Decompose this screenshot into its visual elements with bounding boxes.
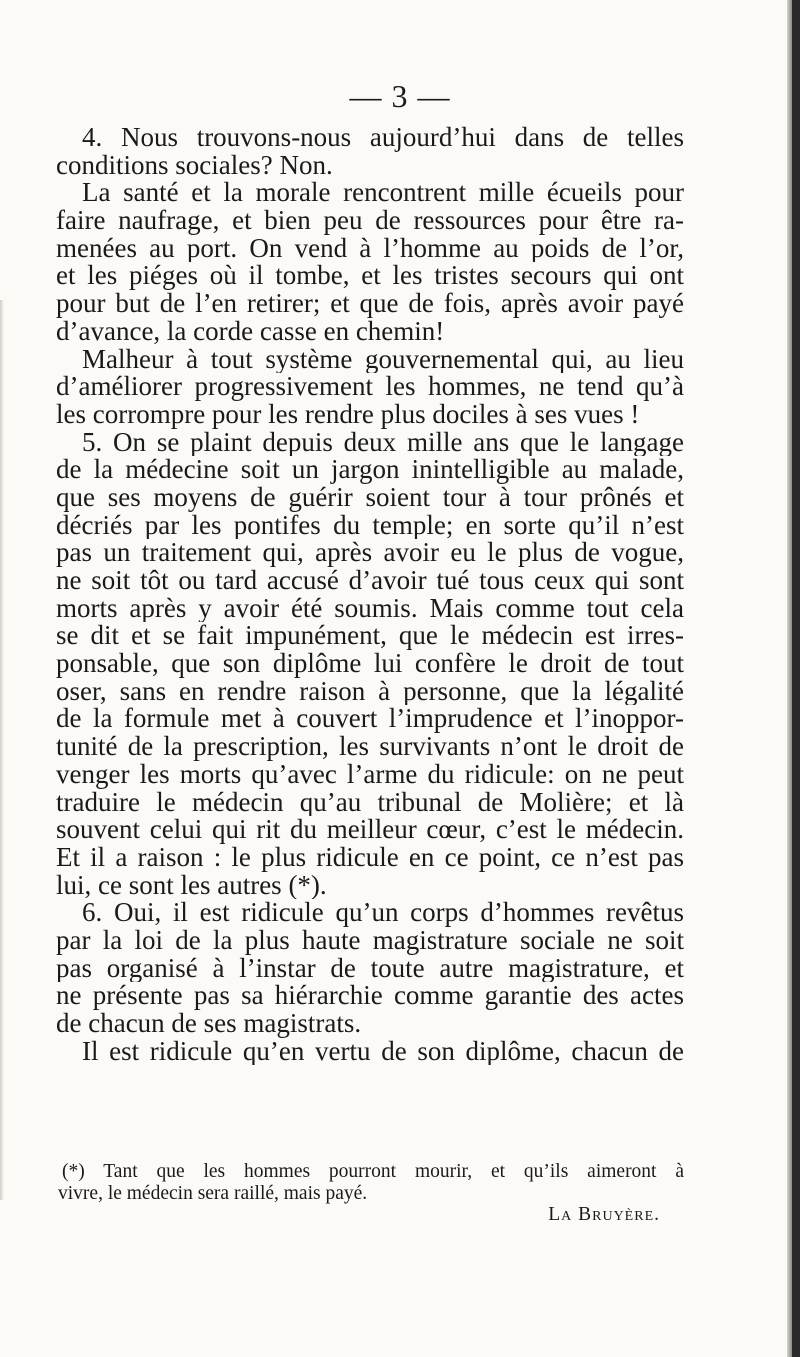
text-line: décriés par les pontifes du temple; en sorte qu’il n’est <box>56 511 684 540</box>
footnote <box>58 1161 684 1226</box>
footnote-signature: La Bruyère. <box>548 1204 660 1225</box>
body-text <box>56 124 684 1065</box>
text-line: Il est ridicule qu’en vertu de son diplôme, chacun de <box>82 1037 684 1066</box>
page-edge <box>792 0 800 1357</box>
text-line: Malheur à tout système gouvernemental qui, au lieu <box>82 345 684 374</box>
text-line: souvent celui qui rit du meilleur cœur, c’est le médecin. <box>56 816 684 844</box>
text-line: par la loi de la plus haute magistrature sociale ne soit <box>56 926 684 955</box>
text-line: pas organisé à l’instar de toute autre magistrature, et <box>56 954 684 983</box>
text-line: d’avance, la corde casse en chemin! <box>56 317 445 346</box>
text-line: et les piéges où il tombe, et les tristes secours qui ont <box>56 262 684 291</box>
text-line: lui, ce sont les autres (*). <box>56 871 327 900</box>
text-line: de la formule met à couvert l’imprudence et l’inoppor- <box>56 705 684 734</box>
text-line: oser, sans en rendre raison à personne, que la légalité <box>56 677 684 706</box>
text-line: 5. On se plaint depuis deux mille ans que le langage <box>82 428 684 457</box>
text-line: pas un traitement qui, après avoir eu le plus de vogue, <box>56 539 684 567</box>
text-line: ponsable, que son diplôme lui confère le droit de tout <box>56 650 684 678</box>
text-line: menées au port. On vend à l’homme au poids de l’or, <box>56 234 684 263</box>
text-line: 6. Oui, il est ridicule qu’un corps d’hommes revêtus <box>82 899 684 927</box>
text-line: Et il a raison : le plus ridicule en ce point, ce n’est pas <box>56 843 684 872</box>
text-line: 4. Nous trouvons-nous aujourd’hui dans de telles <box>82 124 684 152</box>
text-line: tunité de la prescription, les survivants n’ont le droit de <box>56 733 684 761</box>
text-line: traduire le médecin qu’au tribunal de Molière; et là <box>56 788 684 817</box>
page-left-shadow <box>0 300 4 1200</box>
text-line: La santé et la morale rencontrent mille écueils pour <box>82 179 684 208</box>
text-line: ne soit tôt ou tard accusé d’avoir tué tous ceux qui sont <box>56 567 684 595</box>
text-line: pour but de l’en retirer; et que de fois, après avoir payé <box>56 290 684 318</box>
footnote-line: (*) Tant que les hommes pourront mourir, et qu’ils aimeront à <box>62 1161 684 1182</box>
text-line: d’améliorer progressivement les hommes, ne tend qu’à <box>56 373 684 401</box>
text-line: de la médecine soit un jargon inintelligible au malade, <box>56 456 684 484</box>
text-line: se dit et se fait impunément, que le médecin est irres- <box>56 622 684 651</box>
text-line: faire naufrage, et bien peu de ressources pour être ra- <box>56 207 684 235</box>
text-line: les corrompre pour les rendre plus dociles à ses vues ! <box>56 400 640 429</box>
text-line: venger les morts qu’avec l’arme du ridicule: on ne peut <box>56 760 684 789</box>
footnote-line: vivre, le médecin sera raillé, mais payé. <box>58 1182 368 1204</box>
text-line: morts après y avoir été soumis. Mais comme tout cela <box>56 594 684 623</box>
text-line: ne présente pas sa hiérarchie comme garantie des actes <box>56 982 684 1010</box>
page-number: — 3 — <box>349 78 451 114</box>
text-line: de chacun de ses magistrats. <box>56 1010 362 1038</box>
text-line: que ses moyens de guérir soient tour à tour prônés et <box>56 483 684 512</box>
text-line: conditions sociales? Non. <box>56 151 333 180</box>
footnote-lines <box>58 1161 684 1204</box>
